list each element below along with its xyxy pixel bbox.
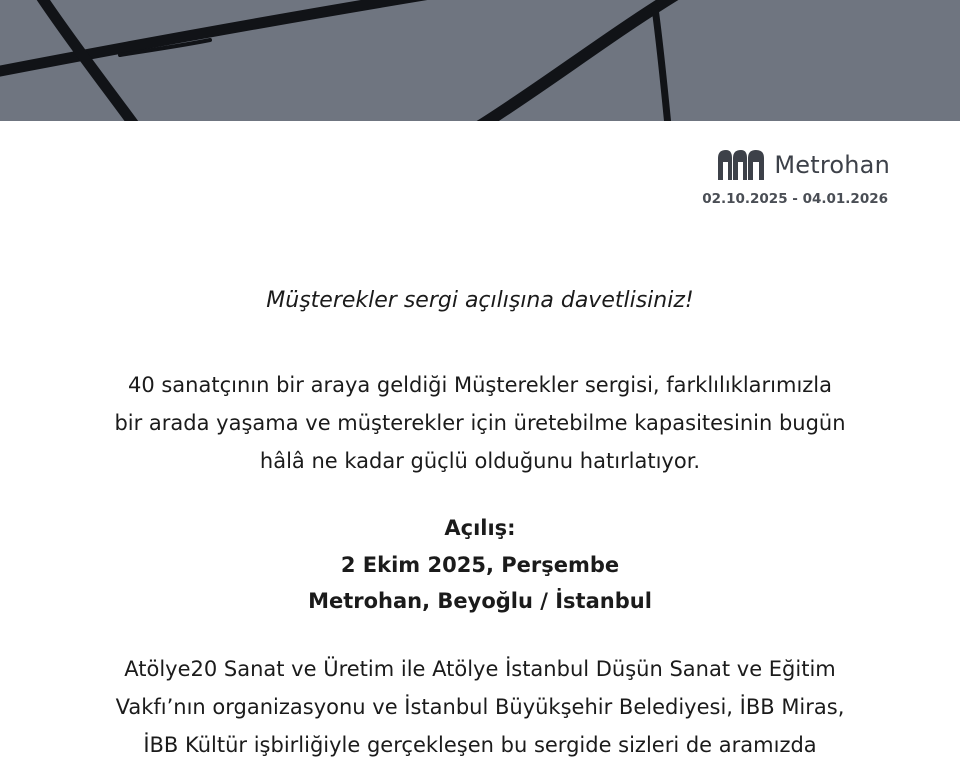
organizer-line: İBB Kültür işbirliğiyle gerçekleşen bu sergide sizleri de aramızda bbox=[143, 733, 817, 757]
abstract-lines-artwork bbox=[0, 0, 960, 121]
opening-heading: Açılış: bbox=[444, 516, 516, 540]
brand-name: Metrohan bbox=[774, 151, 890, 179]
opening-date: 2 Ekim 2025, Perşembe bbox=[340, 553, 620, 577]
opening-venue: Metrohan, Beyoğlu / İstanbul bbox=[308, 589, 652, 613]
metrohan-brand bbox=[718, 150, 890, 180]
metrohan-logo-icon bbox=[718, 150, 766, 180]
exhibition-date-range: 02.10.2025 - 04.01.2026 bbox=[702, 191, 888, 207]
organizer-line: Atölye20 Sanat ve Üretim ile Atölye İstanbul Düşün Sanat ve Eğitim bbox=[124, 657, 836, 681]
intro-line: hâlâ ne kadar güçlü olduğunu hatırlatıyor. bbox=[259, 449, 701, 473]
invitation-heading: Müşterekler sergi açılışına davetlisiniz! bbox=[266, 288, 694, 313]
header-banner bbox=[0, 0, 960, 121]
organizer-line: Vakfı’nın organizasyonu ve İstanbul Büyükşehir Belediyesi, İBB Miras, bbox=[115, 695, 845, 719]
intro-line: 40 sanatçının bir araya geldiği Müşterekler sergisi, farklılıklarımızla bbox=[127, 373, 833, 397]
intro-line: bir arada yaşama ve müşterekler için üretebilme kapasitesinin bugün bbox=[114, 411, 846, 435]
